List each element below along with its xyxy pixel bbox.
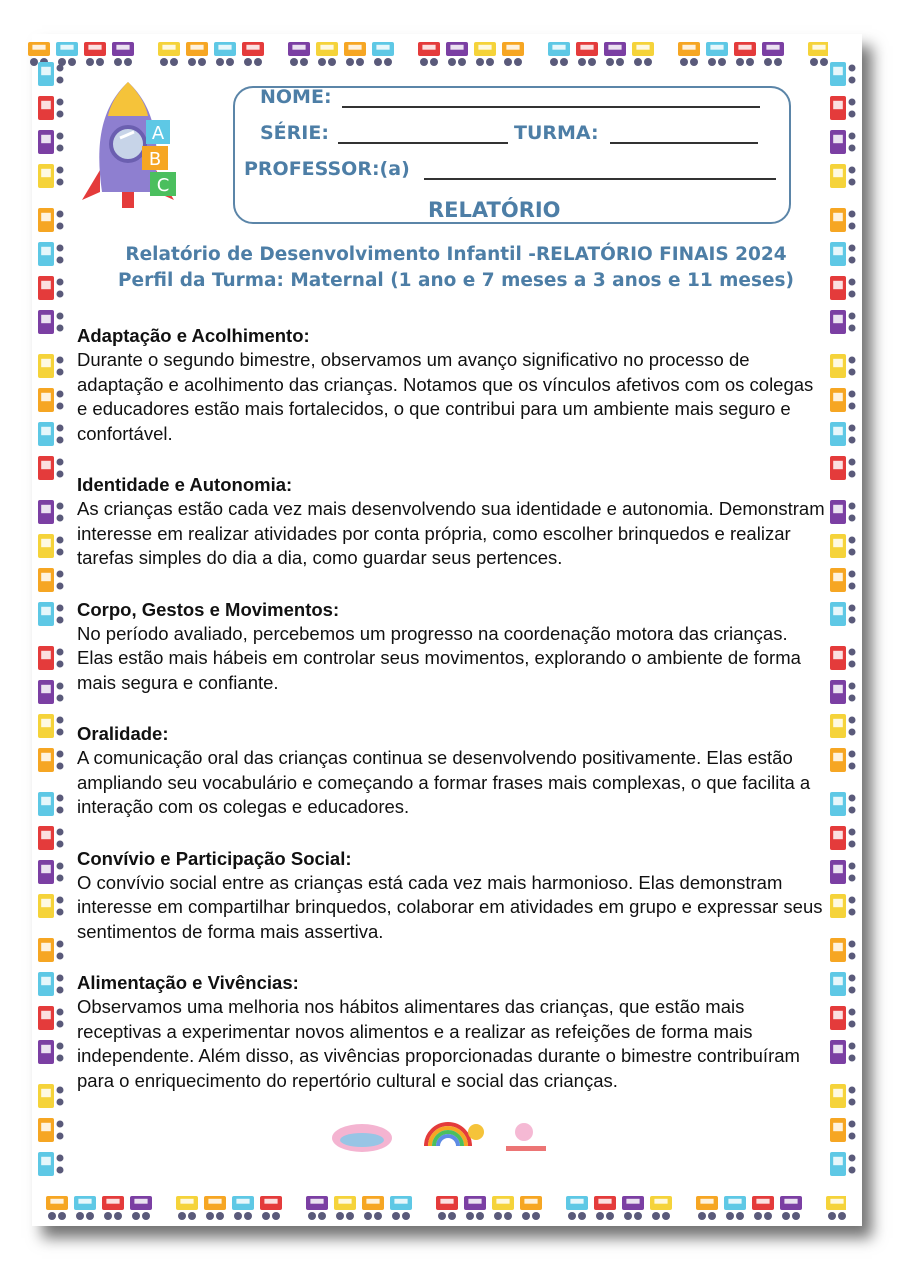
train-icon — [334, 1196, 356, 1220]
train-icon — [446, 42, 468, 66]
train-icon — [38, 130, 64, 154]
train-icon — [548, 42, 570, 66]
section-text: O convívio social entre as crianças está cada vez mais harmonioso. Elas demonstram interesse em compartilhar brinquedos, colaborar em atividades em grupo e expressar seus sentimentos de forma mais assertiva. — [77, 871, 823, 942]
train-icon — [74, 1196, 96, 1220]
report-title: Relatório de Desenvolvimento Infantil -RELATÓRIO FINAIS 2024 — [125, 244, 787, 265]
train-icon — [38, 860, 64, 884]
train-icon — [492, 1196, 514, 1220]
train-icon — [362, 1196, 384, 1220]
train-icon — [102, 1196, 124, 1220]
train-icon — [214, 42, 236, 66]
train-icon — [38, 972, 64, 996]
train-icon — [830, 422, 856, 446]
train-icon — [830, 96, 856, 120]
section-text: No período avaliado, percebemos um progresso na coordenação motora das crianças. Elas estão mais hábeis em controlar seus movimentos, explorando o ambiente de forma mais segura e confiante. — [77, 622, 801, 693]
turma-label: TURMA: — [514, 122, 599, 144]
professor-label: PROFESSOR:(a) — [244, 158, 410, 180]
train-icon — [724, 1196, 746, 1220]
report-subtitle: Perfil da Turma: Maternal (1 ano e 7 meses a 3 anos e 11 meses) — [118, 270, 794, 291]
train-icon — [38, 96, 64, 120]
train-icon — [46, 1196, 68, 1220]
train-icon — [830, 354, 856, 378]
train-icon — [38, 1006, 64, 1030]
train-icon — [372, 42, 394, 66]
section-oralidade — [77, 722, 825, 820]
train-icon — [830, 568, 856, 592]
train-icon — [344, 42, 366, 66]
train-icon — [830, 1152, 856, 1176]
train-icon — [830, 208, 856, 232]
train-icon — [38, 276, 64, 300]
train-icon — [830, 938, 856, 962]
train-icon — [576, 42, 598, 66]
train-icon — [38, 646, 64, 670]
train-icon — [38, 1118, 64, 1142]
train-icon — [38, 354, 64, 378]
train-icon — [38, 826, 64, 850]
turma-field[interactable] — [610, 142, 758, 144]
train-icon — [260, 1196, 282, 1220]
train-icon — [38, 208, 64, 232]
report-body — [77, 324, 825, 1120]
train-icon — [288, 42, 310, 66]
train-icon — [830, 1040, 856, 1064]
section-heading: Alimentação e Vivências: — [77, 972, 299, 993]
train-icon — [38, 534, 64, 558]
train-icon — [316, 42, 338, 66]
section-text: As crianças estão cada vez mais desenvolvendo sua identidade e autonomia. Demonstram interesse em realizar atividades por conta própria, como escolher brinquedos e realizar tarefas simples do dia a dia, como guardar seus pertences. — [77, 498, 825, 568]
train-icon — [830, 62, 856, 86]
train-icon — [622, 1196, 644, 1220]
section-heading: Adaptação e Acolhimento: — [77, 325, 310, 346]
train-icon — [830, 646, 856, 670]
train-icon — [38, 500, 64, 524]
train-icon — [830, 500, 856, 524]
train-border-right — [826, 62, 860, 1192]
watermark-logo — [330, 1120, 590, 1158]
section-identidade — [77, 473, 825, 571]
nome-label: NOME: — [260, 86, 332, 108]
train-icon — [830, 714, 856, 738]
train-icon — [112, 42, 134, 66]
train-icon — [830, 792, 856, 816]
train-icon — [38, 748, 64, 772]
section-text: Durante o segundo bimestre, observamos um avanço significativo no processo de adaptação e acolhimento das crianças. Notamos que os vínculos afetivos com os colegas e educadores estão mais fortalecidos, o que contribui para um ambiente mais seguro e confortável. — [77, 349, 814, 444]
section-heading: Oralidade: — [77, 723, 169, 744]
train-icon — [808, 42, 828, 66]
train-icon — [38, 310, 64, 334]
train-icon — [502, 42, 524, 66]
nome-field[interactable] — [342, 106, 760, 108]
section-text: Observamos uma melhoria nos hábitos alimentares das crianças, que estão mais receptivas a experimentar novos alimentos e a realizar as refeições de forma mais independente. Além disso, as vivências proporcionadas durante o bimestre contribuíram para o enriquecimento do repertório cultural e social das crianças. — [77, 996, 800, 1091]
train-icon — [706, 42, 728, 66]
train-icon — [38, 894, 64, 918]
train-icon — [38, 388, 64, 412]
train-icon — [830, 748, 856, 772]
train-icon — [830, 1084, 856, 1108]
train-icon — [650, 1196, 672, 1220]
train-icon — [130, 1196, 152, 1220]
train-icon — [242, 42, 264, 66]
train-icon — [830, 826, 856, 850]
train-icon — [830, 456, 856, 480]
train-icon — [186, 42, 208, 66]
section-heading: Identidade e Autonomia: — [77, 474, 293, 495]
train-icon — [390, 1196, 412, 1220]
train-icon — [632, 42, 654, 66]
box-title: RELATÓRIO — [428, 198, 561, 222]
train-border-left — [34, 62, 68, 1192]
train-icon — [830, 130, 856, 154]
train-icon — [830, 310, 856, 334]
serie-field[interactable] — [338, 142, 508, 144]
section-convivio — [77, 847, 825, 945]
train-icon — [830, 894, 856, 918]
train-icon — [678, 42, 700, 66]
train-icon — [38, 938, 64, 962]
train-icon — [84, 42, 106, 66]
serie-label: SÉRIE: — [260, 122, 329, 144]
train-icon — [38, 456, 64, 480]
train-border-top — [28, 36, 828, 76]
train-icon — [830, 680, 856, 704]
train-icon — [830, 602, 856, 626]
train-icon — [826, 1196, 846, 1220]
section-text: A comunicação oral das crianças continua se desenvolvendo positivamente. Elas estão ampliando seu vocabulário e começando a formar frases mais complexas, o que facilita a interação com os colegas e educadores. — [77, 747, 811, 817]
train-icon — [38, 714, 64, 738]
train-icon — [38, 680, 64, 704]
section-heading: Convívio e Participação Social: — [77, 847, 352, 869]
train-icon — [830, 1118, 856, 1142]
train-icon — [830, 164, 856, 188]
train-border-bottom — [46, 1190, 846, 1230]
rocket-icon — [78, 80, 188, 216]
train-icon — [38, 422, 64, 446]
train-icon — [752, 1196, 774, 1220]
train-icon — [566, 1196, 588, 1220]
block-c: C — [156, 175, 170, 196]
train-icon — [232, 1196, 254, 1220]
train-icon — [594, 1196, 616, 1220]
train-icon — [762, 42, 784, 66]
train-icon — [520, 1196, 542, 1220]
train-icon — [38, 1040, 64, 1064]
train-icon — [38, 602, 64, 626]
train-icon — [158, 42, 180, 66]
train-icon — [830, 972, 856, 996]
train-icon — [38, 568, 64, 592]
train-icon — [734, 42, 756, 66]
train-icon — [604, 42, 626, 66]
train-icon — [436, 1196, 458, 1220]
train-icon — [204, 1196, 226, 1220]
train-icon — [38, 62, 64, 86]
train-icon — [38, 164, 64, 188]
section-corpo — [77, 598, 825, 696]
section-heading: Corpo, Gestos e Movimentos: — [77, 598, 340, 620]
train-icon — [464, 1196, 486, 1220]
train-icon — [38, 242, 64, 266]
section-alimentacao — [77, 971, 825, 1093]
block-a: A — [151, 123, 165, 144]
train-icon — [38, 792, 64, 816]
train-icon — [38, 1152, 64, 1176]
train-icon — [830, 388, 856, 412]
train-icon — [306, 1196, 328, 1220]
train-icon — [474, 42, 496, 66]
train-icon — [176, 1196, 198, 1220]
section-adaptacao — [77, 324, 825, 446]
train-icon — [780, 1196, 802, 1220]
train-icon — [830, 534, 856, 558]
block-b: B — [148, 149, 162, 170]
professor-field[interactable] — [424, 178, 776, 180]
train-icon — [830, 1006, 856, 1030]
train-icon — [418, 42, 440, 66]
train-icon — [38, 1084, 64, 1108]
train-icon — [696, 1196, 718, 1220]
train-icon — [830, 860, 856, 884]
